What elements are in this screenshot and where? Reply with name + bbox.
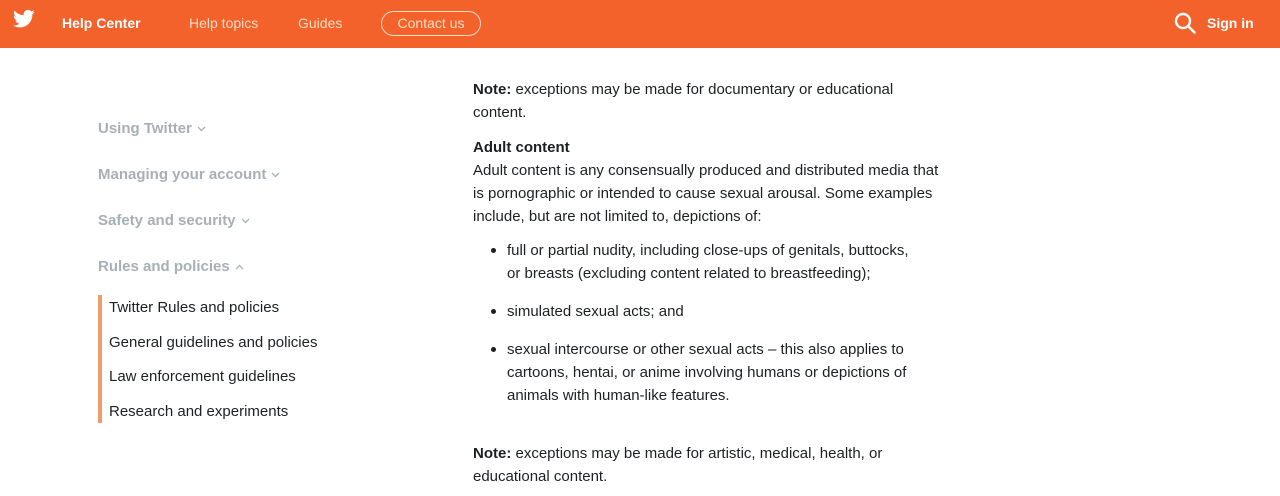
sign-in-link[interactable]: Sign in	[1207, 15, 1254, 31]
intro-line: Adult content is any consensually produced and distributed media that	[473, 162, 939, 179]
bullet-icon	[491, 248, 496, 253]
sidebar-item-research-experiments[interactable]: Research and experiments	[109, 403, 289, 420]
sidebar-section-label: Safety and security	[98, 212, 236, 229]
note-text: exceptions may be made for artistic, medical, health, or	[515, 445, 883, 462]
sidebar-section-using-twitter[interactable]	[98, 120, 206, 137]
sidebar-section-label: Rules and policies	[98, 258, 230, 275]
note-label: Note:	[473, 81, 512, 98]
list-item-line: cartoons, hentai, or anime involving humans or depictions of	[507, 364, 907, 381]
guides-link[interactable]: Guides	[298, 15, 343, 31]
bullet-icon	[491, 309, 496, 314]
bullet-icon	[491, 347, 496, 352]
chevron-down-icon	[271, 172, 280, 178]
sidebar-section-managing-account[interactable]	[98, 166, 280, 183]
note-text: content.	[473, 104, 527, 121]
help-center-link[interactable]: Help Center	[62, 15, 141, 31]
list-item-line: full or partial nudity, including close-ups of genitals, buttocks,	[507, 242, 909, 259]
note-paragraph	[473, 78, 993, 124]
list-item-line: animals with human-like features.	[507, 387, 730, 404]
list-item-line: sexual intercourse or other sexual acts – this also applies to	[507, 341, 904, 358]
intro-line: is pornographic or intended to cause sexual arousal. Some examples	[473, 185, 933, 202]
note-text: educational content.	[473, 468, 608, 485]
twitter-bird-icon[interactable]	[13, 9, 35, 29]
list-item-line: simulated sexual acts; and	[507, 303, 684, 320]
sidebar-section-safety-security[interactable]	[98, 212, 250, 229]
sidebar-item-law-enforcement[interactable]: Law enforcement guidelines	[109, 368, 296, 385]
note-text: exceptions may be made for documentary or educational	[515, 81, 894, 98]
note-paragraph	[473, 442, 993, 488]
contact-us-button[interactable]: Contact us	[381, 11, 481, 36]
sidebar-item-general-guidelines[interactable]: General guidelines and policies	[109, 334, 318, 351]
search-icon[interactable]	[1174, 12, 1196, 34]
list-item	[491, 239, 961, 285]
sidebar-section-label: Managing your account	[98, 166, 267, 183]
top-navigation-bar	[0, 0, 1280, 48]
list-item-line: or breasts (excluding content related to breastfeeding);	[507, 265, 871, 282]
chevron-down-icon	[241, 218, 250, 224]
active-section-indicator	[98, 295, 102, 423]
list-item	[491, 338, 961, 407]
chevron-up-icon	[235, 264, 244, 270]
sidebar-item-twitter-rules[interactable]: Twitter Rules and policies	[109, 299, 280, 316]
sidebar-section-label: Using Twitter	[98, 120, 192, 137]
section-heading: Adult content	[473, 139, 570, 156]
sidebar-section-rules-policies[interactable]	[98, 258, 244, 275]
intro-paragraph	[473, 159, 993, 228]
note-label: Note:	[473, 445, 512, 462]
intro-line: include, but are not limited to, depictions of:	[473, 208, 762, 225]
list-item	[491, 300, 961, 323]
help-topics-link[interactable]: Help topics	[189, 15, 259, 31]
chevron-down-icon	[197, 126, 206, 132]
